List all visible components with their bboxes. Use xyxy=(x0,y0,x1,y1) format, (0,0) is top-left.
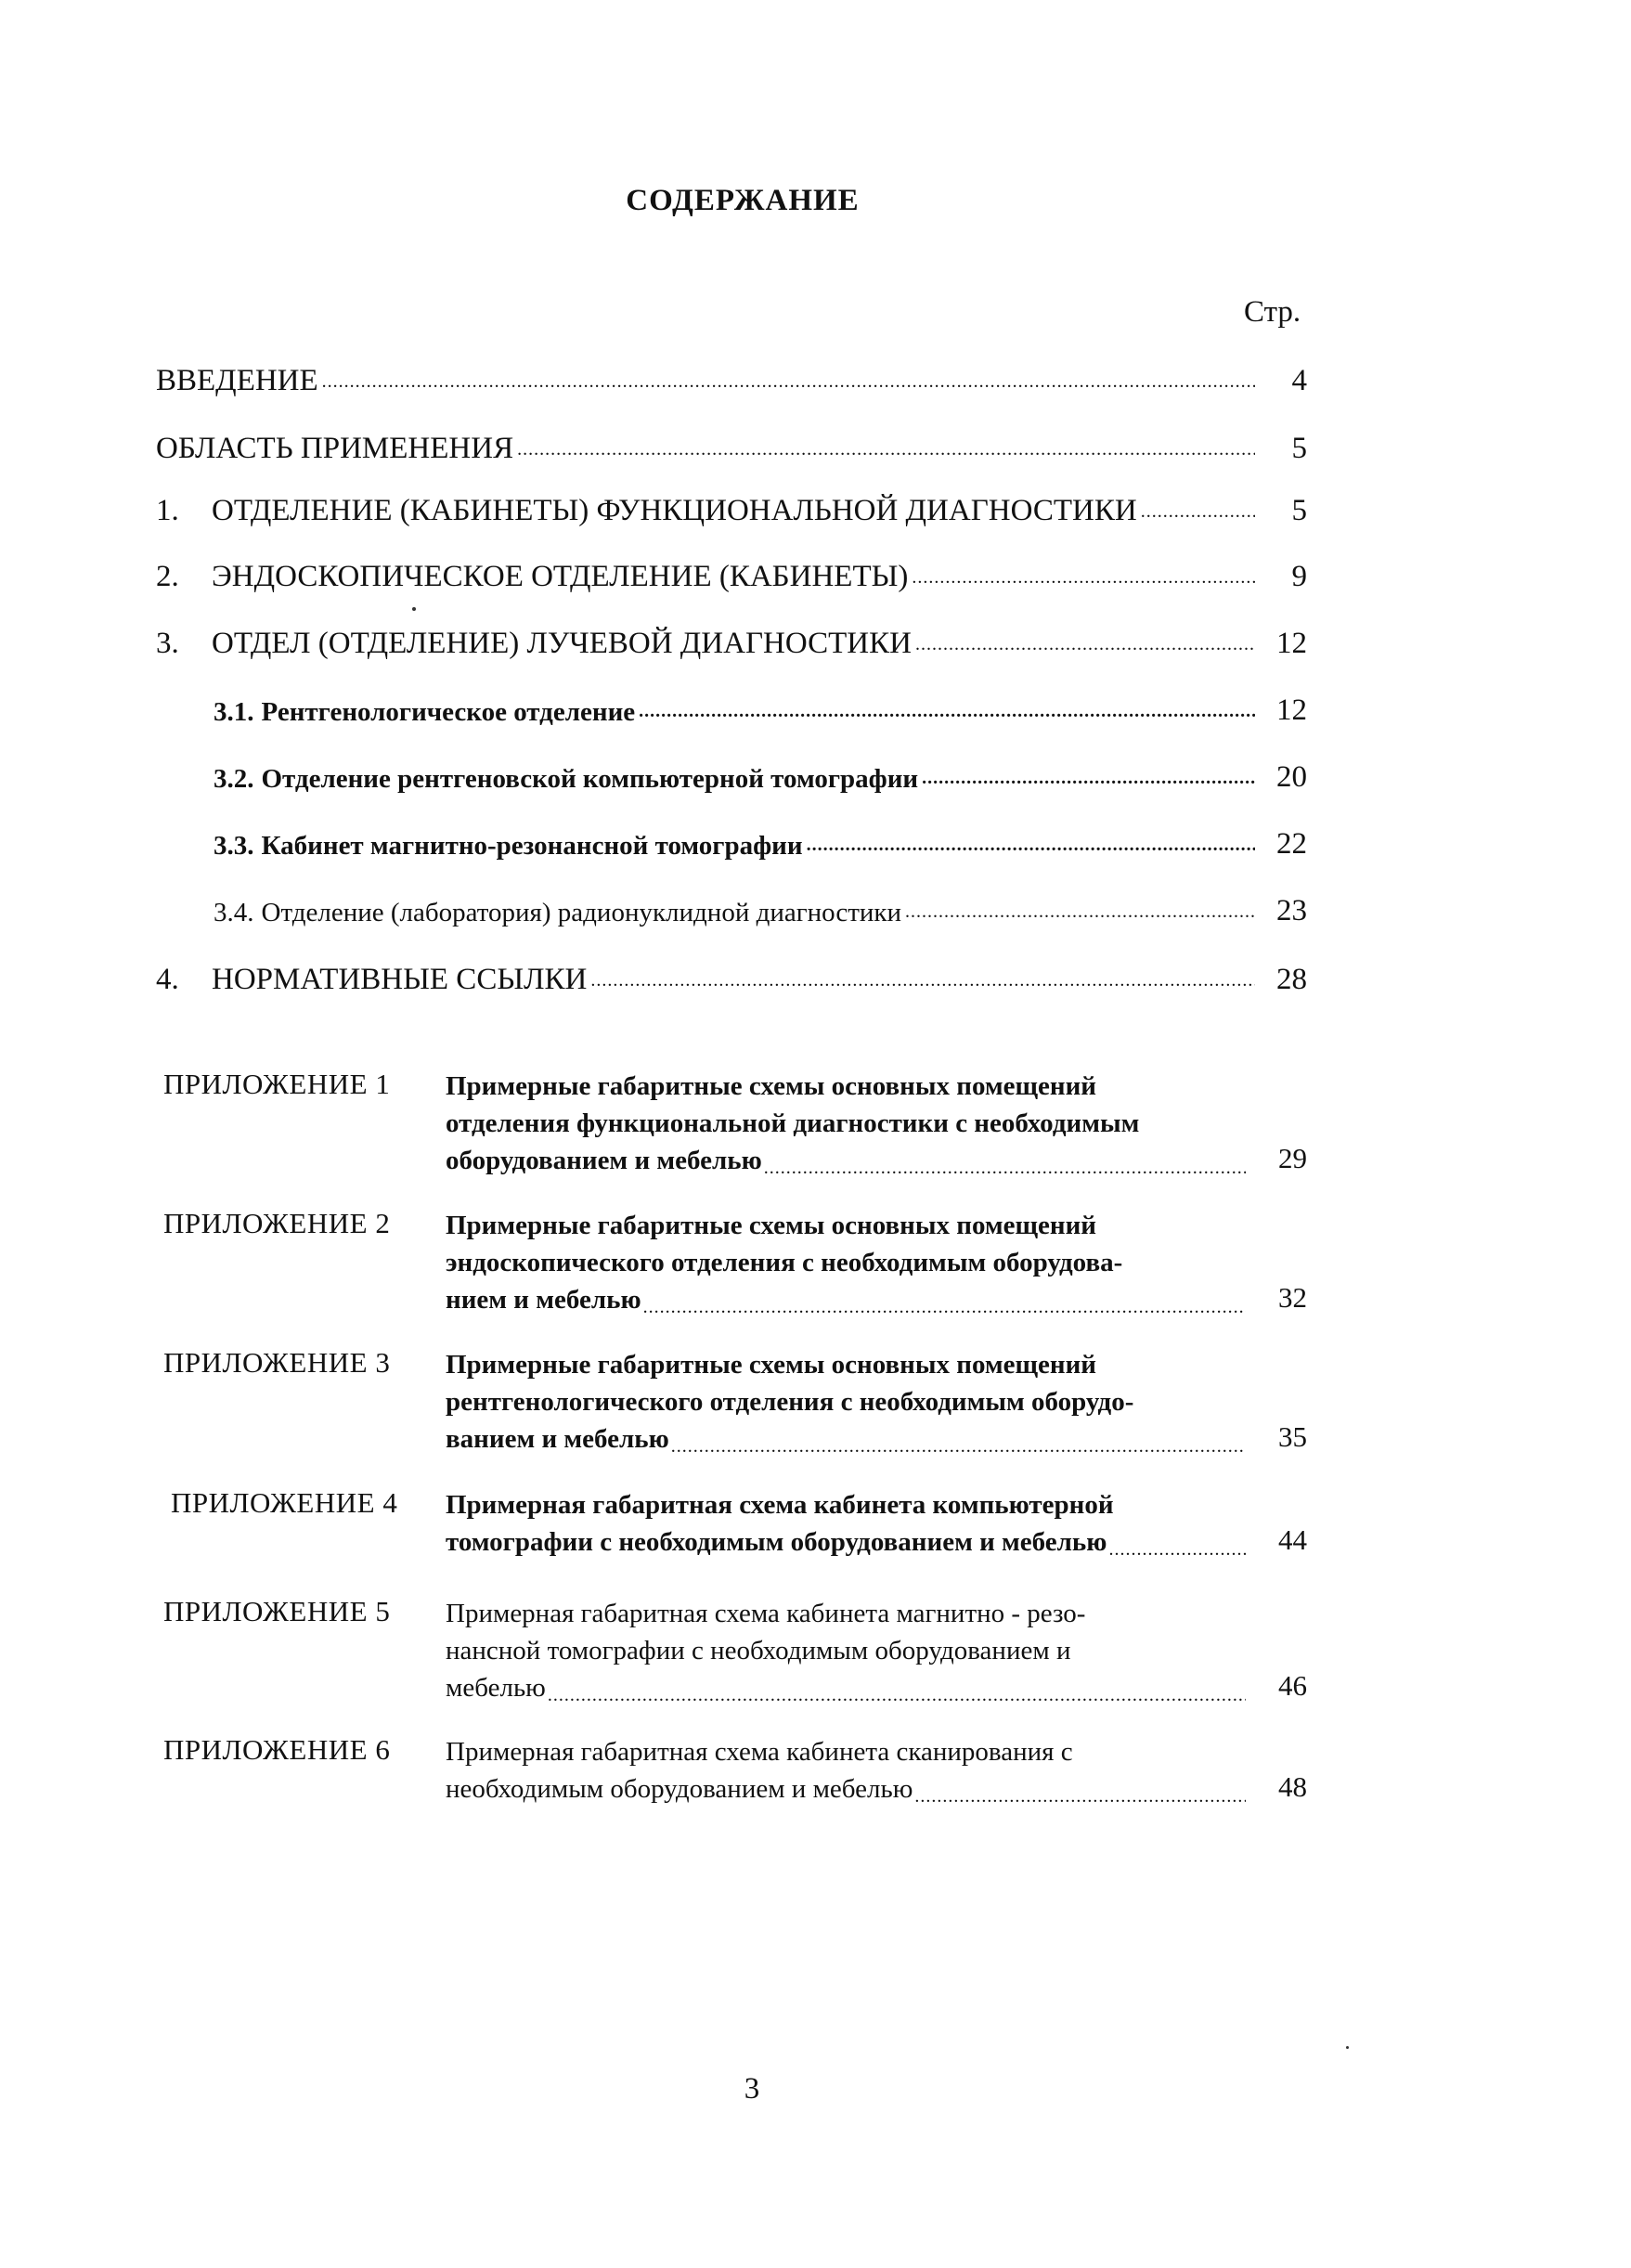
appendix-line: необходимым оборудованием и мебелью xyxy=(446,1774,913,1804)
appendix-line: томографии с необходимым оборудованием и мебелью xyxy=(446,1527,1107,1557)
appendix-label: ПРИЛОЖЕНИЕ 1 xyxy=(163,1068,391,1100)
toc-entry[interactable] xyxy=(156,357,1307,398)
appendix-last-line xyxy=(446,1142,1246,1186)
toc-entry-number: 1. xyxy=(156,494,179,527)
toc-entry-label: Отделение рентгеновской компьютерной томографии xyxy=(261,764,919,794)
toc-entry[interactable] xyxy=(156,956,1307,997)
appendix-page: 29 xyxy=(1278,1142,1307,1174)
leader-dots xyxy=(764,1142,1246,1186)
leader-dots xyxy=(807,835,1255,856)
appendix-label: ПРИЛОЖЕНИЕ 5 xyxy=(163,1595,391,1627)
appendix-description xyxy=(446,1346,1246,1465)
appendix-entry[interactable] xyxy=(156,1207,1307,1318)
toc-entry-page: 5 xyxy=(1291,432,1307,465)
toc-entry-label: ВВЕДЕНИЕ xyxy=(156,364,318,397)
leader-dots xyxy=(517,439,1255,460)
toc-entry-label: Рентгенологическое отделение xyxy=(261,697,636,727)
appendix-label: ПРИЛОЖЕНИЕ 4 xyxy=(171,1486,398,1519)
toc-entry[interactable] xyxy=(156,620,1307,661)
appendix-line: Примерная габаритная схема кабинета сканирования с xyxy=(446,1737,1073,1767)
appendix-line: мебелью xyxy=(446,1673,546,1703)
leader-dots xyxy=(915,634,1255,655)
appendix-label: ПРИЛОЖЕНИЕ 6 xyxy=(163,1733,391,1766)
toc-entry[interactable] xyxy=(156,425,1307,466)
page-column-label: Стр. xyxy=(1244,295,1301,329)
appendix-last-line xyxy=(446,1281,1246,1326)
toc-entry-page: 9 xyxy=(1291,560,1307,593)
toc-entry-number: 2. xyxy=(156,560,179,593)
toc-entry-page: 5 xyxy=(1291,494,1307,527)
toc-entry-label: ОБЛАСТЬ ПРИМЕНЕНИЯ xyxy=(156,432,514,465)
appendix-line: эндоскопического отделения с необходимым оборудова- xyxy=(446,1248,1123,1277)
appendix-page: 35 xyxy=(1278,1420,1307,1453)
appendix-line: Примерная габаритная схема кабинета магнитно - резо- xyxy=(446,1599,1086,1628)
leader-dots xyxy=(322,371,1255,393)
toc-entry-number: 3.3. xyxy=(214,831,254,861)
appendix-last-line xyxy=(446,1669,1246,1714)
scan-speck xyxy=(1346,2046,1349,2049)
appendix-description xyxy=(446,1207,1246,1326)
page-number: 3 xyxy=(744,2072,760,2106)
toc-entry-number: 4. xyxy=(156,963,179,996)
appendix-line: отделения функциональной диагностики с необходимым xyxy=(446,1108,1140,1138)
toc-entry-number: 3.4. xyxy=(214,898,254,927)
appendix-line: Примерная габаритная схема кабинета компьютерной xyxy=(446,1490,1114,1520)
appendix-line: Примерные габаритные схемы основных помещений xyxy=(446,1350,1097,1380)
toc-entry-page: 22 xyxy=(1276,827,1307,861)
appendix-label: ПРИЛОЖЕНИЕ 2 xyxy=(163,1207,391,1239)
toc-entry-label: ЭНДОСКОПИЧЕСКОЕ ОТДЕЛЕНИЕ (КАБИНЕТЫ) xyxy=(212,560,909,593)
appendix-line: Примерные габаритные схемы основных помещений xyxy=(446,1211,1097,1240)
leader-dots xyxy=(671,1420,1246,1465)
toc-entry[interactable] xyxy=(156,553,1307,594)
toc-entry-label: ОТДЕЛЕНИЕ (КАБИНЕТЫ) ФУНКЦИОНАЛЬНОЙ ДИАГНОСТИКИ xyxy=(212,494,1137,527)
appendix-page: 32 xyxy=(1278,1281,1307,1314)
leader-dots xyxy=(548,1669,1246,1714)
appendix-line: ванием и мебелью xyxy=(446,1424,669,1454)
appendix-description xyxy=(446,1068,1246,1186)
appendix-line: Примерные габаритные схемы основных помещений xyxy=(446,1071,1097,1101)
toc-subentry[interactable] xyxy=(214,821,1307,862)
leader-dots xyxy=(643,1281,1246,1326)
appendix-entry[interactable] xyxy=(156,1346,1307,1458)
leader-dots xyxy=(590,970,1255,991)
toc-entry-page: 28 xyxy=(1276,963,1307,996)
toc-entry-label: Кабинет магнитно-резонансной томографии xyxy=(261,831,803,861)
toc-entry-number: 3.1. xyxy=(214,697,254,727)
leader-dots xyxy=(914,1770,1246,1815)
appendix-last-line xyxy=(446,1420,1246,1465)
appendix-page: 48 xyxy=(1278,1770,1307,1803)
toc-entry-page: 20 xyxy=(1276,760,1307,794)
appendix-label: ПРИЛОЖЕНИЕ 3 xyxy=(163,1346,391,1379)
leader-dots xyxy=(1108,1523,1246,1568)
appendix-entry[interactable] xyxy=(156,1733,1307,1808)
leader-dots xyxy=(922,768,1255,789)
toc-subentry[interactable] xyxy=(214,888,1307,928)
leader-dots xyxy=(905,901,1255,923)
appendix-line: нием и мебелью xyxy=(446,1285,641,1315)
page-title: СОДЕРЖАНИЕ xyxy=(626,184,860,217)
toc-subentry[interactable] xyxy=(214,687,1307,728)
toc-entry-page: 12 xyxy=(1276,627,1307,660)
leader-dots xyxy=(639,701,1255,722)
appendix-entry[interactable] xyxy=(156,1595,1307,1706)
toc-entry-page: 23 xyxy=(1276,894,1307,927)
appendix-last-line xyxy=(446,1770,1246,1815)
toc-entry[interactable] xyxy=(156,487,1307,528)
appendix-line: рентгенологического отделения с необходимым оборудо- xyxy=(446,1387,1134,1417)
appendix-page: 46 xyxy=(1278,1669,1307,1702)
toc-entry-page: 4 xyxy=(1291,364,1307,397)
leader-dots xyxy=(1141,501,1255,523)
appendix-description xyxy=(446,1486,1246,1568)
appendix-entry[interactable] xyxy=(156,1068,1307,1179)
appendix-description xyxy=(446,1595,1246,1714)
scan-speck xyxy=(412,607,416,611)
appendix-line: нансной томографии с необходимым оборудованием и xyxy=(446,1636,1071,1665)
toc-entry-number: 3.2. xyxy=(214,764,254,794)
toc-entry-label: НОРМАТИВНЫЕ ССЫЛКИ xyxy=(212,963,588,996)
leader-dots xyxy=(912,567,1255,589)
appendix-last-line xyxy=(446,1523,1246,1568)
toc-entry-label: ОТДЕЛ (ОТДЕЛЕНИЕ) ЛУЧЕВОЙ ДИАГНОСТИКИ xyxy=(212,627,912,660)
toc-entry-number: 3. xyxy=(156,627,179,660)
appendix-entry[interactable] xyxy=(156,1486,1307,1561)
toc-entry-label: Отделение (лаборатория) радионуклидной диагностики xyxy=(261,898,902,927)
appendix-line: оборудованием и мебелью xyxy=(446,1146,762,1175)
appendix-page: 44 xyxy=(1278,1523,1307,1556)
toc-subentry[interactable] xyxy=(214,754,1307,795)
appendix-description xyxy=(446,1733,1246,1815)
toc-entry-page: 12 xyxy=(1276,693,1307,727)
